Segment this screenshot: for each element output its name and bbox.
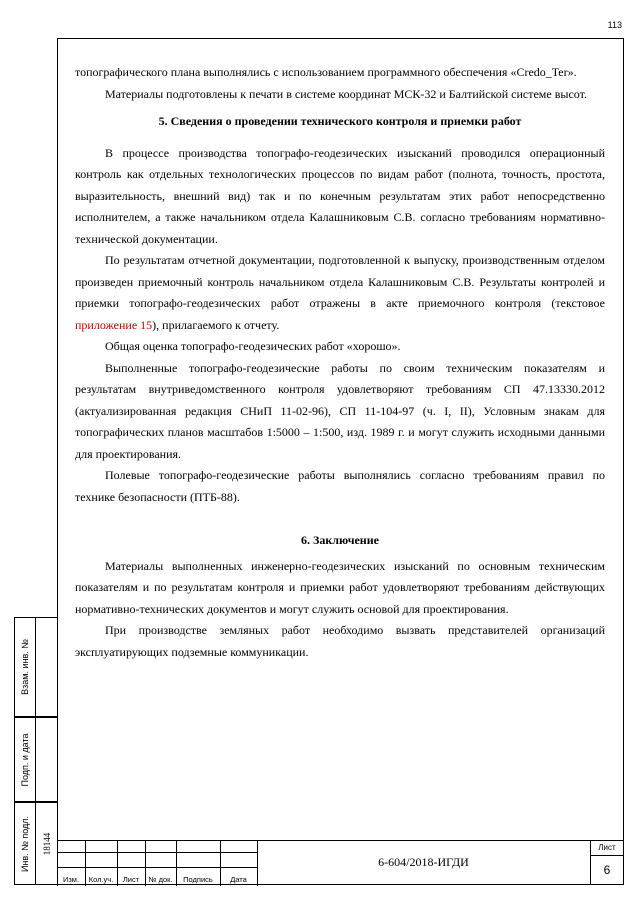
paragraph-1: топографического плана выполнялись с использованием программного обеспечения «Credo_Ter». <box>75 65 577 79</box>
paragraph-6: Выполненные топографо-геодезические работы по своим техническим показателям и результатам внутриведомственного контроля удовлетворяют требованиям СП 47.13330.2012 (актуализированная редакция СНиП 11-02-96), СП 11-104-97 (ч. I, II), Условным знакам для топографических планов масштабов 1:5000 – 1:500, изд. 1989 г. и могут служить исходными данными для проектирования. <box>75 360 605 461</box>
col-koluch: Кол.уч. <box>88 875 114 884</box>
side-cell-vzam <box>14 617 57 717</box>
side-cell-inv <box>14 802 57 885</box>
side-cell-podp <box>14 717 57 802</box>
inv-value: 18144 <box>42 832 52 855</box>
paragraph-3: В процессе производства топографо-геодезических изысканий проводился операционный контроль как отдельных технологических процессов по видам работ (полнота, точность, простота, выразительность, внешний вид) так и по конечным результатам этих работ непосредственно исполнителем, а также начальником отдела Калашниковым С.В. согласно требованиям нормативно-технической документации. <box>75 145 605 246</box>
sheet-number: 6 <box>603 863 611 877</box>
inv-label: Инв. № подл. <box>20 815 30 872</box>
document-code: 6-604/2018-ИГДИ <box>378 855 469 869</box>
section-5-title: 5. Сведения о проведении технического контроля и приемки работ <box>158 114 522 128</box>
document-body <box>75 62 605 663</box>
paragraph-4 <box>75 250 605 336</box>
appendix-15-link[interactable]: приложение 15 <box>75 317 153 332</box>
col-list: Лист <box>122 875 140 884</box>
col-podpis: Подпись <box>183 875 213 884</box>
paragraph-7: Полевые топографо-геодезические работы выполнялись согласно требованиям правил по технике безопасности (ПТБ-88). <box>75 468 605 504</box>
paragraph-9: При производстве земляных работ необходимо вызвать представителей организаций эксплуатирующих подземные коммуникации. <box>75 623 605 659</box>
vzam-label: Взам. инв. № <box>20 639 30 695</box>
col-data: Дата <box>230 875 247 884</box>
section-6-title: 6. Заключение <box>301 533 379 547</box>
paragraph-5: Общая оценка топографо-геодезических работ «хорошо». <box>105 339 401 353</box>
col-ndok: № док. <box>148 875 173 884</box>
revision-grid <box>57 841 257 886</box>
sheet-label: Лист <box>598 843 616 852</box>
paragraph-4-text-a: По результатам отчетной документации, подготовленной к выпуску, производственным отделом произведен приемочный контроль начальником отдела Калашниковым С.В. Результаты контролей и приемки топографо-геодезических работ отражены в акте приемочного контроля (текстовое <box>75 253 605 310</box>
paragraph-8: Материалы выполненных инженерно-геодезических изысканий по основным техническим показателям и по результатам контроля и приемки работ удовлетворяют требованиям действующих нормативно-технических документов и могут служить основой для проектирования. <box>75 558 605 616</box>
title-block <box>57 840 624 885</box>
paragraph-2: Материалы подготовлены к печати в системе координат МСК-32 и Балтийской системе высот. <box>105 86 587 101</box>
col-izm: Изм. <box>62 875 80 884</box>
podp-label: Подп. и дата <box>20 732 30 787</box>
page-number: 113 <box>607 20 622 30</box>
paragraph-4-text-b: ), прилагаемого к отчету. <box>152 317 280 332</box>
